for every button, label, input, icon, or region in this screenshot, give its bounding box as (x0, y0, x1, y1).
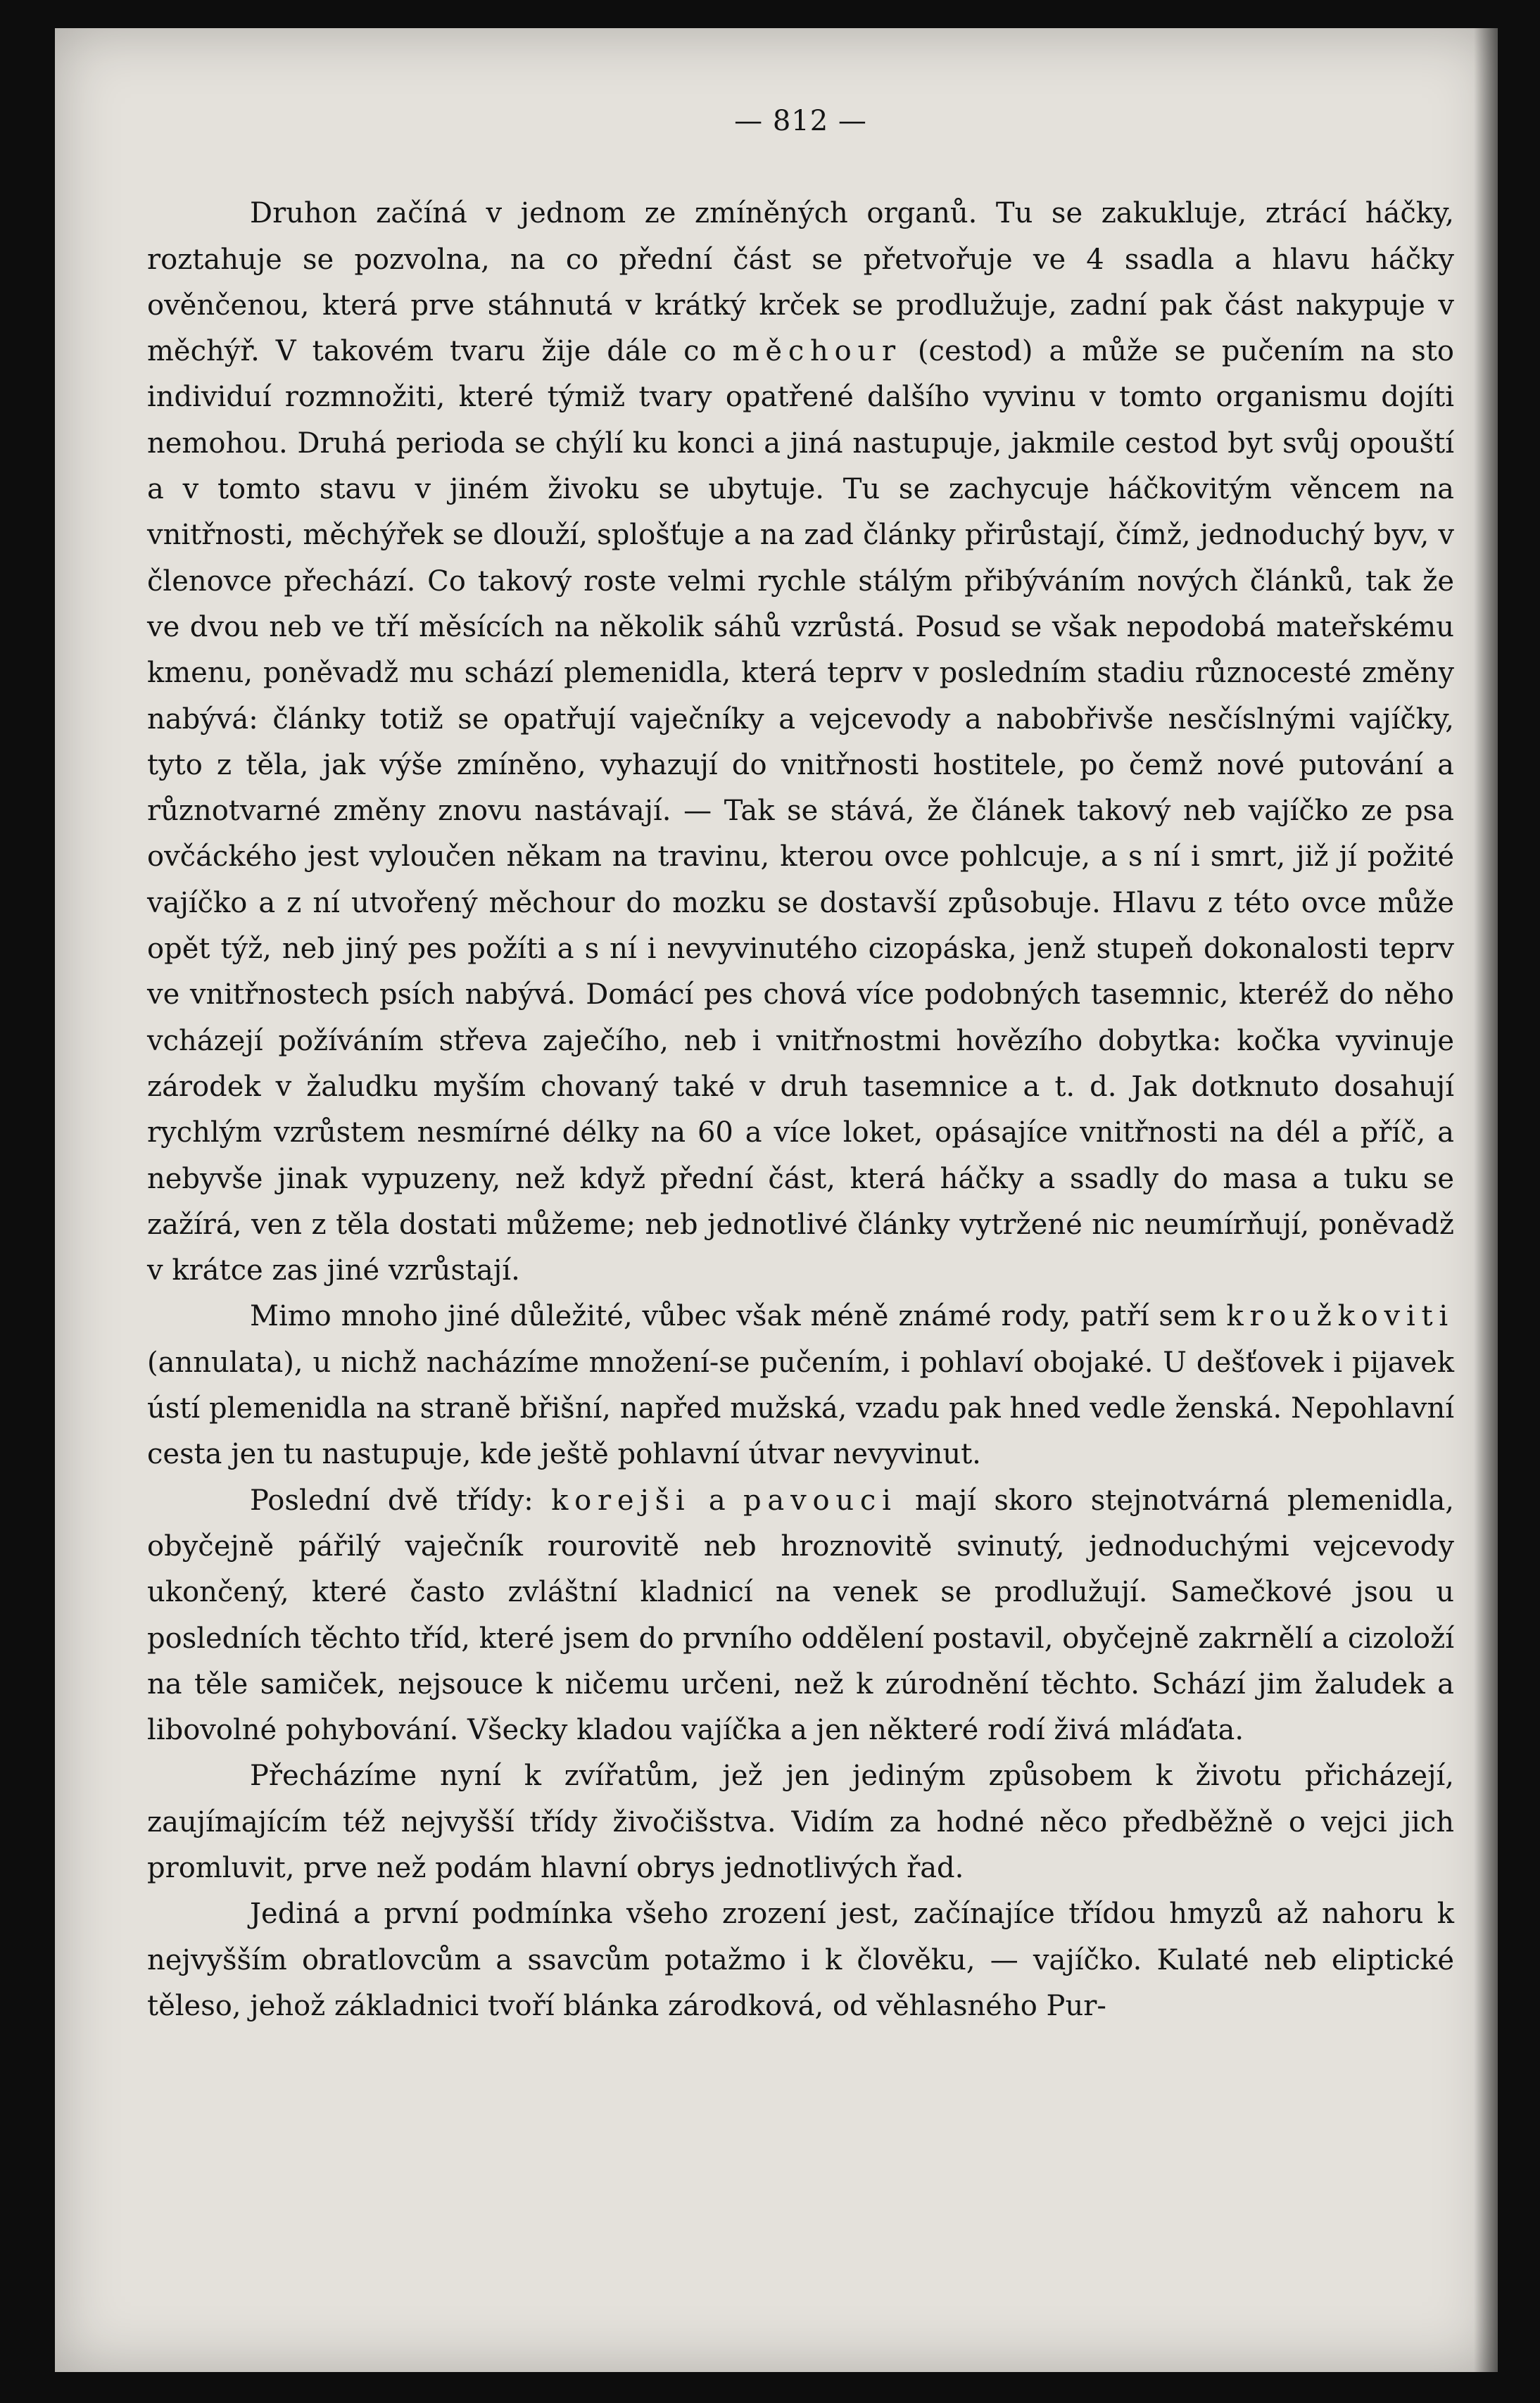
emphasized-term: kroužkoviti (1226, 1300, 1454, 1333)
text-run: Druhon začíná v jednom ze zmíněných organů. Tu se zakukluje, ztrácí háčky, roztahuje se pozvolna, na co přední část se přetvořuje ve 4 ssadla a hlavu háčky ověnčenou, která prve stáhnutá v krátký krček se prodlužuje, zadní pak část nakypuje v měchýř. V takovém tvaru žije dále co (147, 197, 1454, 368)
paragraph-p5 (147, 1891, 1454, 2029)
text-run: (annulata), u nichž nacházíme množení-se pučením, i pohlaví obojaké. U dešťovek i pijavek ústí plemenidla na straně břišní, napřed mužská, vzadu pak hned vedle ženská. Nepohlavní cesta jen tu nastupuje, kde ještě pohlavní útvar nevyvinut. (147, 1346, 1454, 1471)
paragraph-p2 (147, 1294, 1454, 1477)
page-edge-shadow (1474, 28, 1498, 2372)
paragraph-p4 (147, 1753, 1454, 1891)
paragraph-list (147, 191, 1454, 2029)
page-number: — 812 — (734, 105, 867, 137)
text-run: Jediná a první podmínka všeho zrození jest, začínajíce třídou hmyzů až nahoru k nejvyšším obratlovcům a ssavcům potažmo i k člověku, — vajíčko. Kulaté neb eliptické těleso, jehož základnici tvoří blánka zárodková, od věhlasného Pur- (147, 1898, 1454, 2022)
emphasized-term: měchour (732, 335, 902, 368)
emphasized-term: korejši (551, 1484, 691, 1517)
text-run: Mimo mnoho jiné důležité, vůbec však méně známé rody, patří sem (250, 1300, 1227, 1333)
text-run: (cestod) a může se pučením na sto individuí rozmnožiti, které týmiž tvary opatřené dalšího vyvinu v tomto organismu dojíti nemohou. Druhá perioda se chýlí ku konci a jiná nastupuje, jakmile cestod byt svůj opouští a v tomto stavu v jiném živoku se ubytuje. Tu se zachycuje háčkovitým věncem na vnitřnosti, měchýřek se dlouží, splošťuje a na zad články přirůstají, čímž, jednoduchý byv, v členovce přechází. Co takový roste velmi rychle stálým přibýváním nových článků, tak že ve dvou neb ve tří měsících na několik sáhů vzrůstá. Posud se však nepodobá mateřskému kmenu, poněvadž mu schází plemenidla, která teprv v posledním stadiu různocesté změny nabývá: články totiž se opatřují vaječníky a vejcevody a nabobřivše nesčíslnými vajíčky, tyto z těla, jak výše zmíněno, vyhazují do vnitřnosti hostitele, po čemž nové putování a různotvarné změny znovu nastávají. — Tak se stává, že článek takový neb vajíčko ze psa ovčáckého jest vyloučen někam na travinu, kterou ovce pohlcuje, a s ní i smrt, již jí požité vajíčko a z ní utvořený měchour do mozku se dostavší způsobuje. Hlavu z této ovce může opět týž, neb jiný pes požíti a s ní i nevyvinutého cizopáska, jenž stupeň dokonalosti teprv ve vnitřnostech psích nabývá. Domácí pes chová více podobných tasemnic, kteréž do něho vcházejí požíváním střeva zaječího, neb i vnitřnostmi hovězího dobytka: kočka vyvinuje zárodek v žaludku myším chovaný také v druh tasemnice a t. d. Jak dotknuto dosahují rychlým vzrůstem nesmírné délky na 60 a více loket, opásajíce vnitřnosti na dél a příč, a nebyvše jinak vypuzeny, než když přední část, která háčky a ssadly do masa a tuku se zažírá, ven z těla dostati můžeme; neb jednotlivé články vytržené nic neumírňují, poněvadž v krátce zas jiné vzrůstají. (147, 335, 1454, 1287)
text-run: mají skoro stejnotvárná plemenidla, obyčejně pářilý vaječník rourovitě neb hroznovitě svinutý, jednoduchými vejcevody ukončený, které často zvláštní kladnicí na venek se prodlužují. Samečkové jsou u posledních těchto tříd, které jsem do prvního oddělení postavil, obyčejně zakrnělí a cizoloží na těle samiček, nejsouce k ničemu určeni, než k zúrodnění těchto. Schází jim žaludek a libovolné pohybování. Všecky kladou vajíčka a jen některé rodí živá mláďata. (147, 1484, 1455, 1747)
paragraph-p1 (147, 191, 1454, 1294)
paragraph-p3 (147, 1478, 1454, 1754)
text-run: Přecházíme nyní k zvířatům, jež jen jediným způsobem k životu přicházejí, zaujímajícím též nejvyšší třídy živočišstva. Vidím za hodné něco předběžně o vejci jich promluvit, prve než podám hlavní obrys jednotlivých řad. (147, 1760, 1454, 1884)
page-text (147, 99, 1454, 2029)
text-run: Poslední dvě třídy: (250, 1484, 552, 1517)
text-run: a (690, 1484, 744, 1517)
emphasized-term: pavouci (743, 1484, 897, 1517)
